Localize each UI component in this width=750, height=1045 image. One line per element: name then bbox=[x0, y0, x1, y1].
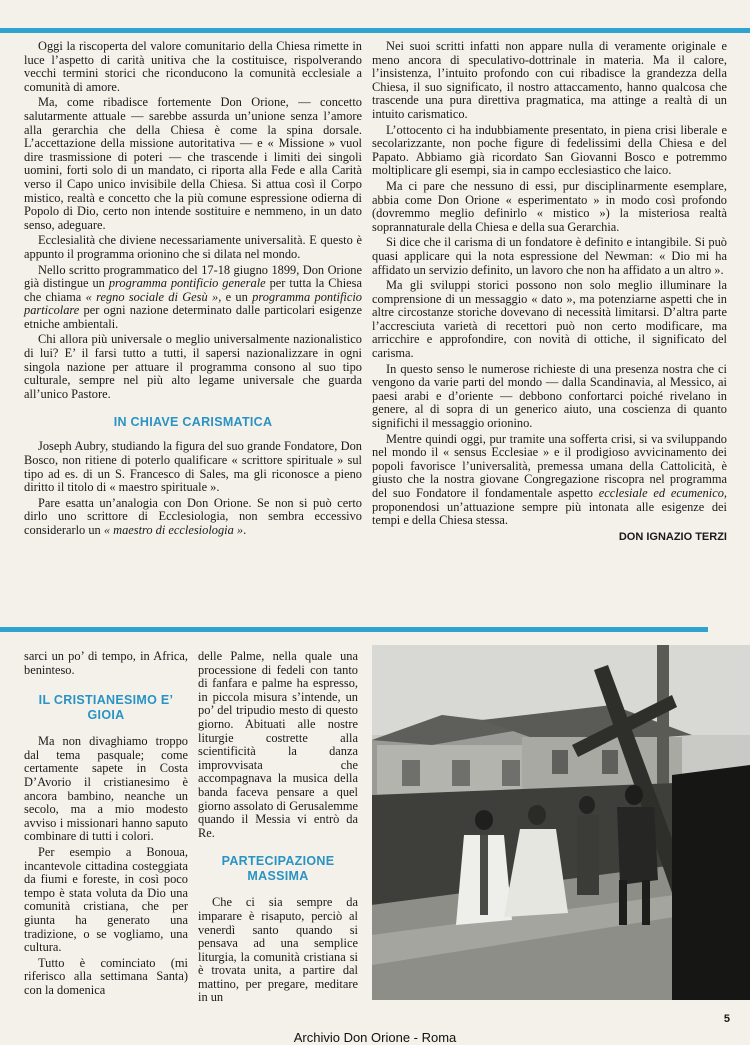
paragraph-developments: Ma gli sviluppi storici possono non solo meglio illuminare la comprensione di un messaggio « dato », ma potenziarne aspetti che in altre circostanze storiche dovevano di necessità limitarsi. D’altra parte l’accresciuta varietà di recettori può non certo modificare, ma arricchire e approfondire, con novità di ottiche, il significato del carisma. bbox=[372, 278, 727, 361]
paragraph-intro: sarci un po’ di tempo, in Africa, beninteso. bbox=[24, 649, 188, 677]
procession-photo bbox=[372, 645, 750, 1000]
bottom-column-1 bbox=[24, 650, 188, 997]
paragraph-ecclesiality: Ecclesialità che diviene necessariamente universalità. E questo è appunto il programma orionino che si dilata nel mondo. bbox=[24, 233, 362, 261]
author-signature: DON IGNAZIO TERZI bbox=[618, 530, 727, 543]
paragraph-presence: In questo senso le numerose richieste di una presenza nostra che ci vengono da varie parti del mondo — dalla Scandinavia, al Messico, ai paesi arabi e d’oriente — debbono confortarci poiché rivelano in genere, al di sopra di un generico aiuto, una coscienza di quanto significhi il messaggio orionino. bbox=[372, 361, 727, 431]
archive-footer: Archivio Don Orione - Roma bbox=[293, 1030, 457, 1045]
paragraph-hierarchy: Ma, come ribadisce fortemente Don Orione, — concetto salutarmente attuale — sarebbe assurda un’unione senza l’amore alla gerarchia che della Chiesa è come la spina dorsale. L’accettazione della missione autoritativa — e « Missione » vuol dire trasmissione di poteri — che trascende i limiti dei singoli uomini, forti solo di un mandato, ci riporta alla Fede e alla Carità verso il Capo unico invisibile della Chiesa. Si attua così il Corpo mistico, realtà e concetto che la più comune espressione odierna di Popolo di Dio, certo non intende sostituire e nemmeno, in un dato senso, adeguare. bbox=[24, 95, 362, 232]
paragraph-ottocento: L’ottocento ci ha indubbiamente presentato, in piena crisi liberale e secolarizzante, non poche figure di fedelissimi della Chiesa e del Papato. Abbiamo già ricordato San Giovanni Bosco e potremmo moltiplicare gli esempi, sia in campo ecclesiastico che laico. bbox=[372, 122, 727, 178]
middle-rule bbox=[0, 627, 708, 632]
paragraph-aubry: Joseph Aubry, studiando la figura del suo grande Fondatore, Don Bosco, non ritiene di poterlo qualificare « scrittore spirituale » sul tipo ad es. di un S. Francesco di Sales, ma gli riconosce a pieno diritto il titolo di « maestro spirituale ». bbox=[24, 439, 362, 495]
section-heading-partecipazione: PARTECIPAZIONE MASSIMA bbox=[221, 854, 335, 884]
top-right-column bbox=[372, 40, 727, 544]
top-rule bbox=[0, 28, 750, 33]
paragraph-community: Oggi la riscoperta del valore comunitario della Chiesa rimette in luce l’aspetto di carità unitiva che la costituisce, rispolverando vecchi termini storici che riconducono la comunità ecclesiale a comunità di amore. bbox=[24, 39, 362, 94]
paragraph-costa-avorio: Ma non divaghiamo troppo dal tema pasquale; come certamente sapete in Costa D’Avorio il cristianesimo è ancora bambino, neanche un secolo, ma a mio modesto avviso i missionari hanno saputo combinare di tutti i colori. bbox=[24, 734, 188, 844]
paragraph-good-friday: Che ci sia sempre da imparare è risaputo, perciò al venerdì santo quando si pensava ad una semplice liturgia, la comunità cristiana si è trovata unita, a partire dal mattino, per pregare, meditare in un bbox=[198, 895, 358, 1005]
paragraph-newman: Si dice che il carisma di un fondatore è definito e intangibile. Si può quasi applicare qui la nota espressione del Newman: « Dio mi ha affidato un servizio definito, un lavoro che non ha affidato a un altro ». bbox=[372, 235, 727, 277]
bottom-column-2 bbox=[198, 650, 358, 1005]
top-left-column bbox=[24, 40, 362, 538]
paragraph-universal: Chi allora più universale o meglio universalmente nazionalistico di lui? E’ il farsi tutto a tutti, il sapersi nazionalizzare in ogni singola nazione per attuare il programma consono al suo tipo culturale, sempre nel più alto legame universale che guarda all’unico Pastore. bbox=[24, 332, 362, 401]
paragraph-palms: delle Palme, nella quale una processione di fedeli con tanto di fanfara e palme ha espresso, in piccola misura s’intende, un po’ del tripudio mesto di questo giorno. Abituati alle nostre liturgie costrette alla scientificità la danza improvvisata che accompagnava la musica della banda faceva pensare a quel giorno assolato di Gerusalemme quando il Messia vi entrò da Re. bbox=[198, 649, 359, 840]
paragraph-holy-week: Tutto è cominciato (mi riferisco alla settimana Santa) con la domenica bbox=[24, 955, 188, 997]
paragraph-analogy: Pare esatta un’analogia con Don Orione. Se non si può certo dirlo uno scrittore di Ecclesiologia, non sembra eccessivo considerarlo un « maestro di ecclesiologia ». bbox=[24, 495, 362, 537]
section-heading-gioia: IL CRISTIANESIMO E’ GIOIA bbox=[38, 693, 174, 723]
page-number: 5 bbox=[723, 1013, 730, 1025]
paragraph-mystic: Ma ci pare che nessuno di essi, pur disciplinarmente esemplare, abbia come Don Orione « esperimentato » in modo così profondo (dovremmo meglio definirlo « mistico ») la misteriosa realtà soprannaturale della Chiesa e della sua Gerarchia. bbox=[372, 178, 727, 234]
paragraph-final: Mentre quindi oggi, pur tramite una sofferta crisi, si va sviluppando nel mondo il « sensus Ecclesiae » e il prodigioso avvicinamento dei popoli favorisce l’universalità, premessa umana della Cattolicità, è giusto che la nostra giovane Congregazione riscopra nel programma del suo Fondatore il fondamentale aspetto ecclesiale ed ecumenico, proponendosi un’attuazione sempre più intonata alle esigenze dei tempi e della Chiesa stessa. bbox=[372, 431, 727, 528]
paragraph-program: Nello scritto programmatico del 17-18 giugno 1899, Don Orione già distingue un programma pontificio generale per tutta la Chiesa che chiama « regno sociale di Gesù », e un programma pontificio particolare per ogni nazione determinato dalle particolari esigenze etniche ambientali. bbox=[24, 262, 363, 331]
paragraph-writings: Nei suoi scritti infatti non appare nulla di veramente originale e meno ancora di speculativo-dottrinale in materia. Ma il calore, l’insistenza, l’intuito profondo con cui ribadisce la grandezza della Chiesa, il suo significato, il nostro attaccamento, hanno qualcosa che trascende una pura direttiva pragmatica, ma attinge a realtà di un intuito carismatico. bbox=[372, 39, 727, 121]
section-heading-carismatica: IN CHIAVE CARISMATICA bbox=[113, 415, 273, 430]
paragraph-bonoua: Per esempio a Bonoua, incantevole cittadina costeggiata da fiumi e foreste, in così poco tempo è stata voluta da Dio una comunità cristiana, che per giunta ha generato una tradizione, o se vogliamo, una cultura. bbox=[24, 844, 188, 955]
procession-photo-drawing bbox=[372, 645, 750, 1000]
